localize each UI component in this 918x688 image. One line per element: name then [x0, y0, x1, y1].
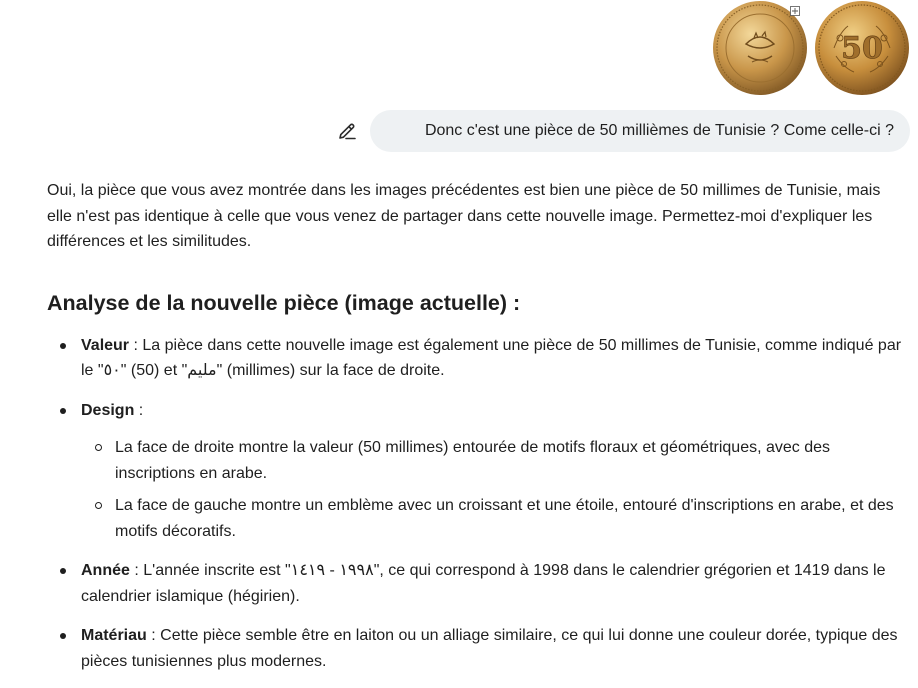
- response-heading: Analyse de la nouvelle pièce (image actuelle) :: [47, 290, 521, 315]
- user-message-text: Donc c'est une pièce de 50 millièmes de Tunisie ? Come celle-ci ?: [424, 122, 894, 139]
- item-text: Cette pièce semble être en laiton ou un alliage similaire, ce qui lui donne une couleur dorée, typique des pièces tunisiennes plus modernes.: [81, 627, 898, 670]
- list-item-annee: [47, 558, 909, 609]
- item-text: La pièce dans cette nouvelle image est également une pièce de 50 millimes de Tunisie, comme indiqué par le "٥٠" (50) et "مليم" (millimes) sur la face de droite.: [81, 336, 902, 379]
- coin-reverse-50-icon[interactable]: [814, 0, 910, 96]
- attached-coin-images[interactable]: [708, 0, 918, 100]
- item-label: Design: [81, 401, 135, 419]
- item-separator: :: [129, 562, 144, 579]
- list-item-valeur: [47, 333, 909, 384]
- item-separator: :: [134, 401, 144, 419]
- item-text: L'année inscrite est "١٩٩٨ - ١٤١٩", ce qui correspond à 1998 dans le calendrier grégorien et 1419 dans le calendrier islamique (hégirien).: [81, 562, 886, 605]
- expand-icon[interactable]: [790, 6, 800, 16]
- assistant-response: [47, 178, 909, 688]
- list-item-design: [47, 398, 909, 545]
- sublist-item: La face de droite montre la valeur (50 millimes) entourée de motifs floraux et géométriques, avec des inscriptions en arabe.: [81, 435, 909, 486]
- analysis-list: [47, 333, 909, 675]
- pencil-icon[interactable]: [336, 120, 358, 142]
- item-label: Année: [81, 562, 130, 579]
- coin-value-text: 50: [841, 31, 883, 66]
- item-label: Matériau: [81, 627, 147, 644]
- user-message-bubble: [370, 110, 910, 152]
- sublist-item: La face de gauche montre un emblème avec un croissant et une étoile, entouré d'inscriptions en arabe, et des motifs décoratifs.: [81, 493, 909, 544]
- list-item-materiau: [47, 623, 909, 674]
- item-separator: :: [146, 627, 161, 644]
- item-label: Valeur: [81, 336, 130, 354]
- response-intro: Oui, la pièce que vous avez montrée dans les images précédentes est bien une pièce de 50 millimes de Tunisie, mais elle n'est pas identique à celle que vous venez de partager dans cette nouvelle image. Permettez-moi d'expliquer les différences et les similitudes.: [47, 182, 881, 250]
- design-sublist: [81, 435, 909, 544]
- item-separator: :: [129, 336, 143, 354]
